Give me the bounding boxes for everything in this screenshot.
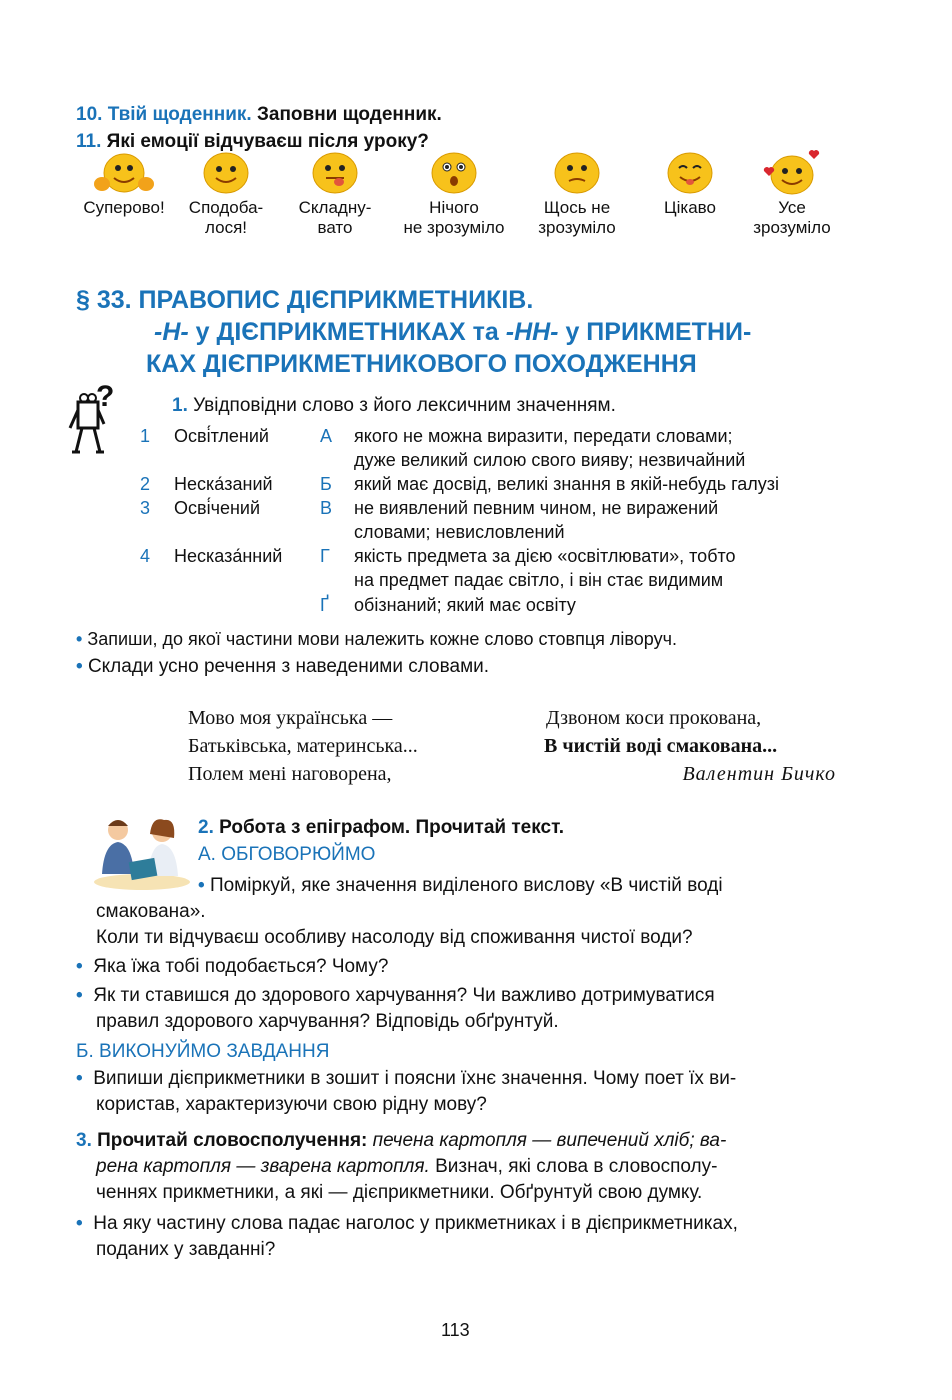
poem-right-column: Дзвоном коси прокована, В чистій воді смакована... Валентин Бичко — [546, 704, 836, 788]
page-number: 113 — [441, 1320, 470, 1340]
task-10-title: Твій щоденник. — [107, 104, 252, 125]
exercise-2-bullet-1-cont: смакована». — [96, 901, 206, 922]
emotion-label: Суперово! — [83, 198, 165, 217]
task-10-text: Заповни щоденник. — [256, 104, 442, 125]
emotion-label: Складну- вато — [298, 198, 372, 237]
emotion-label: Нічого не зрозуміло — [403, 198, 505, 237]
thinking-person-icon — [66, 380, 124, 458]
tongue-out-smiley-icon — [310, 150, 360, 196]
exercise-3-bullet-1: • На яку частину слова падає наголос у прикметниках і в дієприкметниках, — [76, 1213, 738, 1234]
emotion-something-unclear[interactable] — [512, 150, 642, 238]
exercise-3-line-1: 3. Прочитай словосполучення: печена картопля — випечений хліб; ва- — [76, 1130, 727, 1151]
emotion-label: Усе зрозуміло — [753, 198, 831, 237]
exercise-1-header: 1. Увідповідни слово з його лексичним значенням. — [172, 395, 616, 416]
exercise-2-bullet-3-cont: правил здорового харчування? Відповідь обґрунтуй. — [96, 1011, 559, 1032]
subheading-discuss: А. ОБГОВОРЮЙМО — [198, 844, 376, 865]
surprised-smiley-icon — [429, 150, 479, 196]
exercise-2-question: Коли ти відчуваєш особливу насолоду від споживання чистої води? — [96, 927, 693, 948]
exercise-2-bullet-4-cont: користав, характеризуючи свою рідну мову? — [96, 1094, 487, 1115]
emotion-label: Цікаво — [664, 198, 716, 217]
subheading-do-tasks: Б. ВИКОНУЙМО ЗАВДАННЯ — [76, 1041, 330, 1062]
task-10-number: 10. — [76, 104, 103, 125]
svg-text:?: ? — [96, 380, 115, 413]
task-11-text: Які емоції відчуваєш після уроку? — [106, 131, 429, 152]
poem-author: Валентин Бичко — [682, 763, 836, 785]
exercise-2-bullet-2: • Яка їжа тобі подобається? Чому? — [76, 956, 389, 977]
confused-smiley-icon — [552, 150, 602, 196]
exercise-3-line-3: ченнях прикметники, а які — дієприкметники. Обґрунтуй свою думку. — [96, 1182, 703, 1203]
smiley-icon — [201, 150, 251, 196]
playful-smiley-icon — [665, 150, 715, 196]
task-10 — [76, 104, 442, 126]
exercise-2-bullet-3: • Як ти ставишся до здорового харчування? Чи важливо дотримуватися — [76, 985, 715, 1006]
section-title-line-1: § 33. ПРАВОПИС ДІЄПРИКМЕТНИКІВ. — [76, 286, 534, 314]
exercise-2-header: 2. Робота з епіграфом. Прочитай текст. — [198, 817, 564, 838]
heart-smiley-icon — [762, 150, 822, 196]
emotion-nothing-understood[interactable] — [389, 150, 519, 238]
section-title-line-2: -Н- у ДІЄПРИКМЕТНИКАХ та -НН- у ПРИКМЕТНИ- — [154, 318, 752, 346]
exercise-3-bullet-1-cont: поданих у завданні? — [96, 1239, 276, 1260]
highlighted-phrase: В чистій воді смакована... — [544, 735, 778, 757]
exercise-2-bullet-4: • Випиши дієприкметники в зошит і поясни їхнє значення. Чому поет їх ви- — [76, 1068, 737, 1089]
thumbs-up-smiley-icon — [94, 150, 154, 196]
exercise-1-bullet-2: • Склади усно речення з наведеними словами. — [76, 656, 490, 677]
emotion-difficult[interactable] — [270, 150, 400, 238]
exercise-3-line-2: рена картопля — зварена картопля. Визнач, які слова в словосполу- — [96, 1156, 718, 1177]
emotion-label: Сподоба- лося! — [188, 198, 264, 237]
emotion-label: Щось не зрозуміло — [538, 198, 616, 237]
students-discussion-illustration — [92, 814, 192, 890]
exercise-2-bullet-1: • Поміркуй, яке значення виділеного вислову «В чистій воді — [198, 875, 723, 896]
task-11-number: 11. — [76, 131, 102, 152]
emotion-all-understood[interactable] — [727, 150, 857, 238]
exercise-1-bullet-1: • Запиши, до якої частини мови належить кожне слово стовпця ліворуч. — [76, 629, 677, 649]
section-title-line-3: КАХ ДІЄПРИКМЕТНИКОВОГО ПОХОДЖЕННЯ — [146, 350, 697, 378]
poem-left-column: Мово моя українська — Батьківська, материнська... Полем мені наговорена, — [188, 707, 418, 785]
